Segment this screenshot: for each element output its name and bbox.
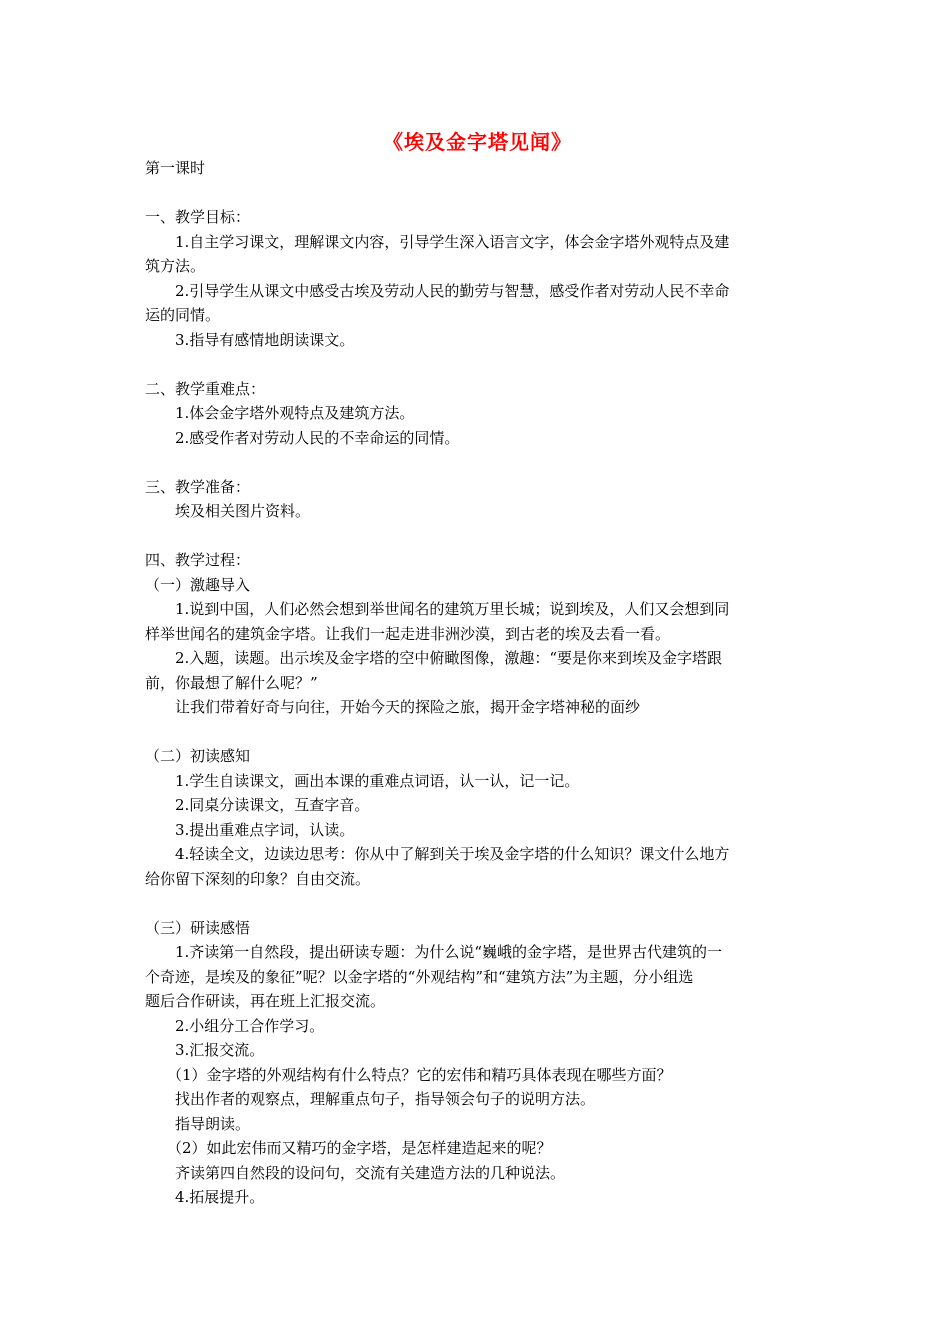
spacer: [145, 450, 810, 475]
spacer: [145, 524, 810, 549]
study-3: 3.汇报交流。: [175, 1041, 265, 1059]
section-heading-key-points: 二、教学重难点：: [145, 379, 266, 398]
question-2: （2）如此宏伟而又精巧的金字塔，是怎样建造起来的呢？: [167, 1139, 552, 1157]
section-heading-preparation: 三、教学准备：: [145, 477, 251, 496]
subsection-heading-first-reading: （二）初读感知: [145, 747, 251, 765]
objective-2-line-2: 运的同情。: [145, 306, 221, 324]
document-page: [145, 128, 810, 1210]
document-title: 《埃及金字塔见闻》: [383, 130, 572, 154]
key-point-1: 1.体会金字塔外观特点及建筑方法。: [175, 404, 415, 422]
objective-2-line-1: 2.引导学生从课文中感受古埃及劳动人民的勤劳与智慧，感受作者对劳动人民不幸命: [175, 281, 730, 300]
objective-3: 3.指导有感情地朗读课文。: [175, 330, 355, 349]
section-heading-objectives: 一、教学目标：: [145, 208, 251, 226]
subsection-heading-study: （三）研读感悟: [145, 918, 251, 937]
question-1-reading: 指导朗读。: [175, 1114, 251, 1133]
intro-1-line-2: 样举世闻名的建筑金字塔。让我们一起走进非洲沙漠，到古老的埃及去看一看。: [145, 624, 671, 643]
intro-1-line-1: 1.说到中国，人们必然会想到举世闻名的建筑万里长城；说到埃及，人们又会想到同: [175, 600, 730, 618]
study-1-line-2: 个奇迹，是埃及的象征”呢？以金字塔的“外观结构”和“建筑方法”为主题，分小组选: [145, 967, 694, 986]
study-1-line-1: 1.齐读第一自然段，提出研读专题：为什么说“巍峨的金字塔，是世界古代建筑的一: [175, 943, 722, 961]
preparation-item: 埃及相关图片资料。: [175, 502, 311, 520]
study-1-line-3: 题后合作研读，再在班上汇报交流。: [145, 992, 386, 1010]
spacer: [145, 352, 810, 377]
question-1-detail: 找出作者的观察点，理解重点句子，指导领会句子的说明方法。: [175, 1090, 596, 1108]
objective-1-line-2: 筑方法。: [145, 257, 206, 275]
reading-1: 1.学生自读课文，画出本课的重难点词语，认一认，记一记。: [175, 771, 580, 790]
key-point-2: 2.感受作者对劳动人民的不幸命运的同情。: [175, 428, 460, 447]
reading-3: 3.提出重难点字词，认读。: [175, 820, 355, 839]
subsection-heading-intro: （一）激趣导入: [145, 575, 251, 594]
reading-4-line-1: 4.轻读全文，边读边思考：你从中了解到关于埃及金字塔的什么知识？课文什么地方: [175, 845, 730, 863]
spacer: [145, 720, 810, 745]
study-2: 2.小组分工合作学习。: [175, 1016, 325, 1035]
objective-1-line-1: 1.自主学习课文，理解课文内容，引导学生深入语言文字，体会金字塔外观特点及建: [175, 232, 730, 251]
reading-2: 2.同桌分读课文，互查字音。: [175, 796, 370, 814]
question-1: （1）金字塔的外观结构有什么特点？它的宏伟和精巧具体表现在哪些方面？: [167, 1065, 672, 1084]
intro-2-line-1: 2.入题，读题。出示埃及金字塔的空中俯瞰图像，激趣：“要是你来到埃及金字塔跟: [175, 649, 722, 667]
spacer: [145, 891, 810, 916]
study-4: 4.拓展提升。: [175, 1188, 265, 1206]
intro-3: 让我们带着好奇与向往，开始今天的探险之旅，揭开金字塔神秘的面纱: [175, 698, 641, 716]
intro-2-line-2: 前，你最想了解什么呢？”: [145, 673, 318, 692]
question-2-detail: 齐读第四自然段的设问句，交流有关建造方法的几种说法。: [175, 1163, 566, 1182]
spacer: [145, 181, 810, 206]
reading-4-line-2: 给你留下深刻的印象？自由交流。: [145, 869, 371, 888]
lesson-label: 第一课时: [145, 159, 206, 177]
section-heading-process: 四、教学过程：: [145, 551, 251, 569]
